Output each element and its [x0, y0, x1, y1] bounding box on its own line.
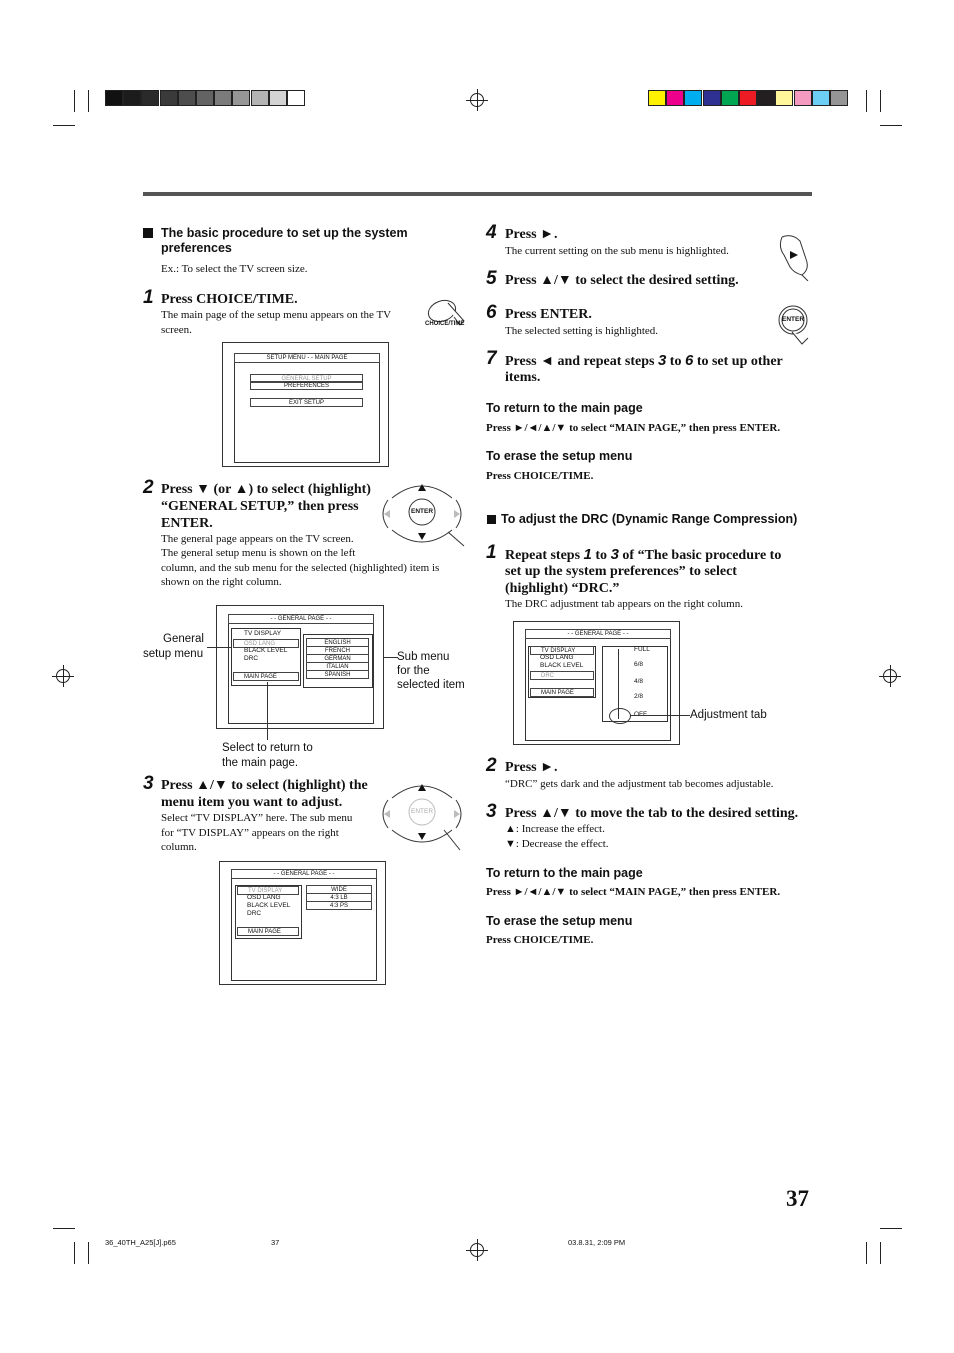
subheading: To erase the setup menu: [486, 914, 633, 928]
drc-level: FULL: [634, 646, 650, 653]
general-setup-label: General: [163, 633, 204, 645]
step-body: The current setting on the sub menu is highlighted.: [505, 245, 729, 257]
callout-line: [207, 647, 231, 648]
menu-item: TV DISPLAY: [530, 646, 594, 655]
step-body: The selected setting is highlighted.: [505, 325, 659, 337]
color-swatch: [648, 90, 666, 106]
setup-menu-screen: [222, 342, 389, 467]
instruction-text: Press ►/◄/▲/▼ to select “MAIN PAGE,” then press ENTER.: [486, 886, 781, 898]
step-body: column, and the sub menu for the selected (highlighted) item is: [161, 562, 440, 574]
enter-button-icon: [774, 304, 814, 346]
drc-level: 6/8: [634, 661, 644, 668]
header-rule: [143, 192, 812, 196]
submenu-item: ITALIAN: [306, 662, 369, 671]
submenu-item: FRENCH: [306, 646, 369, 655]
screen-title: - - GENERAL PAGE - -: [228, 614, 374, 624]
choice-time-label: CHOICE/TIME: [425, 321, 465, 327]
menu-item: MAIN PAGE: [237, 927, 299, 936]
section-bullet: [487, 515, 496, 524]
submenu-item: GERMAN: [306, 654, 369, 663]
color-swatch: [232, 90, 250, 106]
color-swatch: [812, 90, 830, 106]
registration-mark: [470, 1243, 484, 1257]
sub-menu-label: Sub menu: [397, 651, 450, 663]
menu-item: EXIT SETUP: [250, 398, 363, 407]
registration-mark: [883, 669, 897, 683]
submenu-item: ENGLISH: [306, 638, 369, 647]
step-title: Press ENTER.: [505, 307, 592, 322]
color-swatch: [214, 90, 232, 106]
step-number: 2: [143, 477, 154, 498]
step-body: “DRC” gets dark and the adjustment tab becomes adjustable.: [505, 778, 774, 790]
step-number: 5: [486, 268, 497, 289]
step-title: ENTER.: [161, 516, 213, 531]
step-number: 2: [486, 755, 497, 776]
enter-button-label: ENTER: [411, 808, 434, 815]
step-title: (highlight) “DRC.”: [505, 581, 620, 596]
hand-pressing-icon: [778, 233, 814, 281]
color-swatch: [721, 90, 739, 106]
subheading: To return to the main page: [486, 866, 643, 880]
menu-item: OSD LANG: [247, 894, 281, 901]
step-number: 4: [486, 222, 497, 243]
step-title: Press ▲/▼ to select the desired setting.: [505, 273, 739, 288]
screen-title: - - GENERAL PAGE - -: [231, 869, 377, 879]
step-body: The main page of the setup menu appears on the TV screen.: [161, 309, 391, 336]
instruction-text: Press CHOICE/TIME.: [486, 470, 594, 482]
menu-item: OSD LANG: [540, 654, 574, 661]
submenu-item: 4:3 PS: [306, 901, 372, 910]
sub-menu-label: selected item: [397, 679, 465, 691]
screen-title: SETUP MENU - - MAIN PAGE: [234, 353, 380, 363]
step-body: for “TV DISPLAY” appears on the right: [161, 827, 339, 839]
color-swatch: [123, 90, 141, 106]
menu-item: GENERAL SETUP: [250, 374, 363, 383]
menu-item: TV DISPLAY: [244, 630, 282, 637]
step-body: ▼: Decrease the effect.: [505, 838, 609, 850]
submenu-item: WIDE: [306, 885, 372, 894]
footer-date: 03.8.31, 2:09 PM: [568, 1238, 626, 1247]
example-text: Ex.: To select the TV screen size.: [161, 263, 308, 275]
adjustment-tab-label: Adjustment tab: [690, 709, 767, 721]
step-number: 1: [143, 287, 154, 308]
color-swatch: [105, 90, 123, 106]
color-swatch: [684, 90, 702, 106]
menu-item: TV DISPLAY: [237, 886, 299, 895]
color-swatch: [703, 90, 721, 106]
color-swatch: [196, 90, 214, 106]
step-title: menu item you want to adjust.: [161, 795, 343, 810]
adjustment-tab: [609, 708, 631, 724]
footer-page: 37: [271, 1238, 280, 1247]
step-body: The general page appears on the TV screen.: [161, 533, 354, 545]
submenu-item: 4:3 LB: [306, 893, 372, 902]
color-swatch: [794, 90, 812, 106]
step-number: 1: [486, 542, 497, 563]
general-page-screen: [219, 861, 386, 985]
sub-menu-label: for the: [397, 665, 430, 677]
menu-item: BLACK LEVEL: [540, 662, 584, 669]
step-title: “GENERAL SETUP,” then press: [161, 499, 359, 514]
step-title: set up the system preferences” to select: [505, 564, 737, 579]
drc-level: 4/8: [634, 678, 644, 685]
instruction-text: Press CHOICE/TIME.: [486, 934, 594, 946]
step-title: Press ▼ (or ▲) to select (highlight): [161, 482, 371, 497]
section-title: The basic procedure to set up the system preferences: [161, 226, 408, 255]
enter-button-label: ENTER: [782, 316, 805, 323]
footer-filename: 36_40TH_A25[J].p65: [105, 1238, 176, 1247]
color-swatch: [666, 90, 684, 106]
page-number: 37: [786, 1186, 809, 1211]
menu-item: MAIN PAGE: [530, 688, 594, 697]
section-title: To adjust the DRC (Dynamic Range Compression): [501, 512, 798, 526]
step-title: Press ►.: [505, 760, 558, 775]
menu-item: OSD LANG: [233, 639, 299, 648]
menu-item: DRC: [530, 671, 594, 680]
step-number: 3: [143, 773, 154, 794]
step-title: Press CHOICE/TIME.: [161, 292, 298, 307]
color-swatch: [141, 90, 159, 106]
step-number: 7: [486, 348, 497, 369]
step-title: Press ►.: [505, 227, 558, 242]
menu-item: DRC: [247, 910, 262, 917]
color-swatch: [178, 90, 196, 106]
step-body: column.: [161, 841, 197, 853]
color-swatch: [739, 90, 757, 106]
step-body: Select “TV DISPLAY” here. The sub menu: [161, 812, 353, 824]
color-swatch: [287, 90, 305, 106]
menu-item: MAIN PAGE: [233, 672, 299, 681]
menu-item: BLACK LEVEL: [247, 902, 291, 909]
cursor-remote-icon: [378, 780, 468, 852]
callout-line: [267, 682, 268, 740]
callout-line: [384, 657, 398, 658]
step-title: Press ▲/▼ to select (highlight) the: [161, 778, 368, 793]
color-swatch: [269, 90, 287, 106]
color-swatch: [160, 90, 178, 106]
general-page-screen: [216, 605, 384, 729]
menu-item: DRC: [244, 655, 259, 662]
step-title: Repeat steps 1 to 3 of “The basic procedure to: [505, 546, 782, 563]
general-setup-label: setup menu: [143, 648, 204, 660]
section-bullet: [143, 228, 153, 238]
instruction-text: Press ►/◄/▲/▼ to select “MAIN PAGE,” then press ENTER.: [486, 422, 781, 434]
callout-line: [630, 715, 690, 716]
step-title: Press ◄ and repeat steps 3 to 6 to set up other: [505, 352, 783, 369]
return-label: Select to return to: [222, 742, 313, 754]
subheading: To return to the main page: [486, 401, 643, 415]
color-swatch: [775, 90, 793, 106]
subheading: To erase the setup menu: [486, 449, 633, 463]
step-body: The general setup menu is shown on the left: [161, 547, 356, 559]
step-body: ▲: Increase the effect.: [505, 823, 605, 835]
return-label: the main page.: [222, 757, 299, 769]
color-swatch: [251, 90, 269, 106]
drc-level: 2/8: [634, 693, 644, 700]
step-body: The DRC adjustment tab appears on the right column.: [505, 598, 743, 610]
menu-item: PREFERENCES: [250, 381, 363, 390]
step-body: shown on the right column.: [161, 576, 282, 588]
submenu-item: SPANISH: [306, 670, 369, 679]
enter-button-label: ENTER: [411, 508, 434, 515]
registration-mark: [56, 669, 70, 683]
step-title: items.: [505, 370, 541, 385]
drc-adjustment-screen: [513, 621, 680, 745]
color-swatch: [757, 90, 775, 106]
registration-mark: [470, 93, 484, 107]
screen-title: - - GENERAL PAGE - -: [525, 629, 671, 639]
step-number: 3: [486, 801, 497, 822]
step-number: 6: [486, 302, 497, 323]
menu-item: BLACK LEVEL: [244, 647, 288, 654]
color-swatch: [830, 90, 848, 106]
step-title: Press ▲/▼ to move the tab to the desired setting.: [505, 806, 799, 821]
